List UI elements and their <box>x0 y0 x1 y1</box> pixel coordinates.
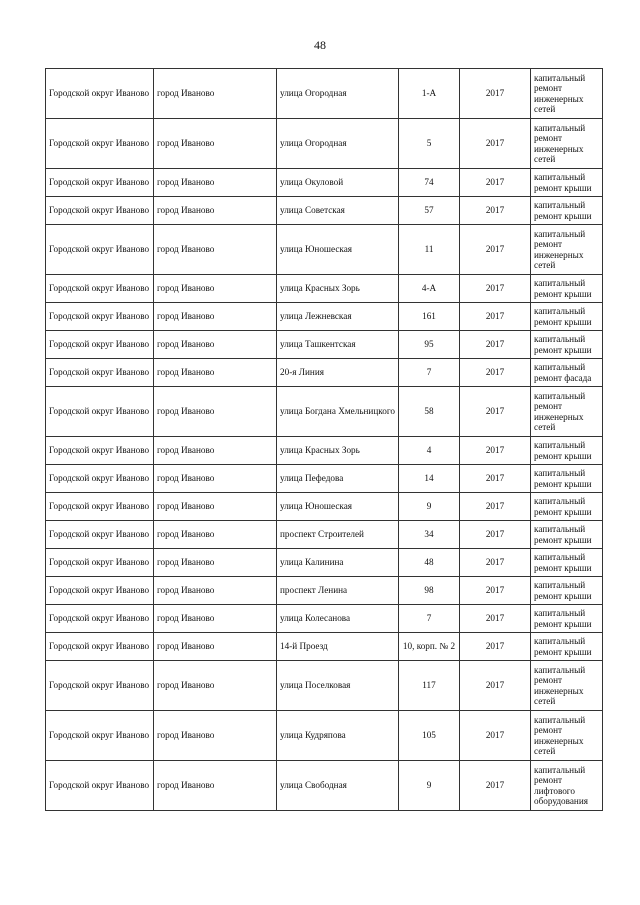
year-cell: 2017 <box>460 711 531 761</box>
work-type-cell: капитальный ремонт крыши <box>531 437 603 465</box>
house-number-cell: 5 <box>399 119 460 169</box>
repair-schedule-table <box>45 68 603 811</box>
table-row <box>46 331 603 359</box>
street-cell: улица Богдана Хмельницкого <box>277 387 399 437</box>
work-type-cell: капитальный ремонт крыши <box>531 169 603 197</box>
street-cell: 14-й Проезд <box>277 633 399 661</box>
district-cell: Городской округ Иваново <box>46 633 154 661</box>
house-number-cell: 58 <box>399 387 460 437</box>
house-number-cell: 98 <box>399 577 460 605</box>
year-cell: 2017 <box>460 521 531 549</box>
table-row <box>46 577 603 605</box>
table-row <box>46 493 603 521</box>
table-row <box>46 197 603 225</box>
house-number-cell: 105 <box>399 711 460 761</box>
street-cell: улица Советская <box>277 197 399 225</box>
city-cell: город Иваново <box>154 493 277 521</box>
table-row <box>46 359 603 387</box>
district-cell: Городской округ Иваново <box>46 493 154 521</box>
street-cell: улица Ташкентская <box>277 331 399 359</box>
district-cell: Городской округ Иваново <box>46 761 154 811</box>
table-row <box>46 437 603 465</box>
house-number-cell: 7 <box>399 605 460 633</box>
work-type-cell: капитальный ремонт крыши <box>531 465 603 493</box>
work-type-cell: капитальный ремонт крыши <box>531 633 603 661</box>
city-cell: город Иваново <box>154 549 277 577</box>
house-number-cell: 14 <box>399 465 460 493</box>
district-cell: Городской округ Иваново <box>46 197 154 225</box>
year-cell: 2017 <box>460 387 531 437</box>
city-cell: город Иваново <box>154 465 277 493</box>
house-number-cell: 34 <box>399 521 460 549</box>
table-row <box>46 521 603 549</box>
year-cell: 2017 <box>460 605 531 633</box>
work-type-cell: капитальный ремонт крыши <box>531 577 603 605</box>
work-type-cell: капитальный ремонт крыши <box>531 331 603 359</box>
street-cell: улица Красных Зорь <box>277 275 399 303</box>
year-cell: 2017 <box>460 761 531 811</box>
house-number-cell: 4 <box>399 437 460 465</box>
year-cell: 2017 <box>460 169 531 197</box>
city-cell: город Иваново <box>154 605 277 633</box>
year-cell: 2017 <box>460 549 531 577</box>
table-row <box>46 387 603 437</box>
street-cell: улица Кудряпова <box>277 711 399 761</box>
district-cell: Городской округ Иваново <box>46 437 154 465</box>
house-number-cell: 1-А <box>399 69 460 119</box>
work-type-cell: капитальный ремонт крыши <box>531 549 603 577</box>
street-cell: улица Лежневская <box>277 303 399 331</box>
street-cell: улица Юношеская <box>277 493 399 521</box>
table-row <box>46 633 603 661</box>
work-type-cell: капитальный ремонт крыши <box>531 275 603 303</box>
house-number-cell: 7 <box>399 359 460 387</box>
year-cell: 2017 <box>460 303 531 331</box>
city-cell: город Иваново <box>154 359 277 387</box>
year-cell: 2017 <box>460 633 531 661</box>
house-number-cell: 95 <box>399 331 460 359</box>
street-cell: улица Свободная <box>277 761 399 811</box>
city-cell: город Иваново <box>154 521 277 549</box>
year-cell: 2017 <box>460 359 531 387</box>
work-type-cell: капитальный ремонт инженерных сетей <box>531 387 603 437</box>
district-cell: Городской округ Иваново <box>46 275 154 303</box>
house-number-cell: 117 <box>399 661 460 711</box>
city-cell: город Иваново <box>154 711 277 761</box>
table-row <box>46 225 603 275</box>
work-type-cell: капитальный ремонт инженерных сетей <box>531 225 603 275</box>
city-cell: город Иваново <box>154 303 277 331</box>
year-cell: 2017 <box>460 225 531 275</box>
table-row <box>46 549 603 577</box>
table-row <box>46 605 603 633</box>
district-cell: Городской округ Иваново <box>46 711 154 761</box>
work-type-cell: капитальный ремонт инженерных сетей <box>531 711 603 761</box>
district-cell: Городской округ Иваново <box>46 549 154 577</box>
city-cell: город Иваново <box>154 761 277 811</box>
work-type-cell: капитальный ремонт крыши <box>531 521 603 549</box>
district-cell: Городской округ Иваново <box>46 387 154 437</box>
work-type-cell: капитальный ремонт фасада <box>531 359 603 387</box>
table-row <box>46 169 603 197</box>
street-cell: проспект Строителей <box>277 521 399 549</box>
district-cell: Городской округ Иваново <box>46 465 154 493</box>
city-cell: город Иваново <box>154 225 277 275</box>
district-cell: Городской округ Иваново <box>46 521 154 549</box>
house-number-cell: 57 <box>399 197 460 225</box>
city-cell: город Иваново <box>154 69 277 119</box>
work-type-cell: капитальный ремонт инженерных сетей <box>531 69 603 119</box>
year-cell: 2017 <box>460 577 531 605</box>
house-number-cell: 161 <box>399 303 460 331</box>
city-cell: город Иваново <box>154 119 277 169</box>
house-number-cell: 11 <box>399 225 460 275</box>
house-number-cell: 74 <box>399 169 460 197</box>
work-type-cell: капитальный ремонт крыши <box>531 493 603 521</box>
table-row <box>46 69 603 119</box>
year-cell: 2017 <box>460 437 531 465</box>
work-type-cell: капитальный ремонт крыши <box>531 605 603 633</box>
work-type-cell: капитальный ремонт крыши <box>531 197 603 225</box>
year-cell: 2017 <box>460 331 531 359</box>
work-type-cell: капитальный ремонт инженерных сетей <box>531 661 603 711</box>
table-row <box>46 275 603 303</box>
city-cell: город Иваново <box>154 437 277 465</box>
table-row <box>46 465 603 493</box>
year-cell: 2017 <box>460 69 531 119</box>
street-cell: улица Колесанова <box>277 605 399 633</box>
table-row <box>46 661 603 711</box>
district-cell: Городской округ Иваново <box>46 69 154 119</box>
year-cell: 2017 <box>460 465 531 493</box>
year-cell: 2017 <box>460 275 531 303</box>
street-cell: улица Пефедова <box>277 465 399 493</box>
year-cell: 2017 <box>460 197 531 225</box>
work-type-cell: капитальный ремонт лифтового оборудования <box>531 761 603 811</box>
table-row <box>46 303 603 331</box>
house-number-cell: 10, корп. № 2 <box>399 633 460 661</box>
year-cell: 2017 <box>460 661 531 711</box>
table-row <box>46 711 603 761</box>
district-cell: Городской округ Иваново <box>46 359 154 387</box>
district-cell: Городской округ Иваново <box>46 331 154 359</box>
district-cell: Городской округ Иваново <box>46 225 154 275</box>
year-cell: 2017 <box>460 119 531 169</box>
street-cell: улица Окуловой <box>277 169 399 197</box>
city-cell: город Иваново <box>154 633 277 661</box>
house-number-cell: 48 <box>399 549 460 577</box>
district-cell: Городской округ Иваново <box>46 169 154 197</box>
street-cell: улица Поселковая <box>277 661 399 711</box>
city-cell: город Иваново <box>154 169 277 197</box>
work-type-cell: капитальный ремонт крыши <box>531 303 603 331</box>
district-cell: Городской округ Иваново <box>46 661 154 711</box>
city-cell: город Иваново <box>154 387 277 437</box>
city-cell: город Иваново <box>154 577 277 605</box>
house-number-cell: 4-А <box>399 275 460 303</box>
page-number: 48 <box>314 38 326 52</box>
street-cell: улица Юношеская <box>277 225 399 275</box>
street-cell: проспект Ленина <box>277 577 399 605</box>
street-cell: улица Огородная <box>277 69 399 119</box>
district-cell: Городской округ Иваново <box>46 605 154 633</box>
city-cell: город Иваново <box>154 331 277 359</box>
district-cell: Городской округ Иваново <box>46 577 154 605</box>
district-cell: Городской округ Иваново <box>46 303 154 331</box>
house-number-cell: 9 <box>399 761 460 811</box>
house-number-cell: 9 <box>399 493 460 521</box>
street-cell: улица Огородная <box>277 119 399 169</box>
street-cell: 20-я Линия <box>277 359 399 387</box>
district-cell: Городской округ Иваново <box>46 119 154 169</box>
year-cell: 2017 <box>460 493 531 521</box>
street-cell: улица Красных Зорь <box>277 437 399 465</box>
work-type-cell: капитальный ремонт инженерных сетей <box>531 119 603 169</box>
table-row <box>46 761 603 811</box>
street-cell: улица Калинина <box>277 549 399 577</box>
city-cell: город Иваново <box>154 661 277 711</box>
city-cell: город Иваново <box>154 197 277 225</box>
table-row <box>46 119 603 169</box>
city-cell: город Иваново <box>154 275 277 303</box>
